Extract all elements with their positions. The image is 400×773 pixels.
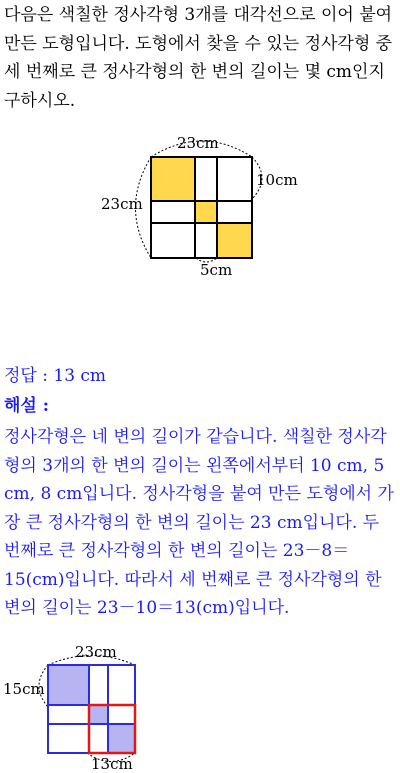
- label-right: 10cm: [256, 171, 298, 189]
- label2-bottom: 13cm: [91, 755, 133, 773]
- yellow-square-large: [151, 157, 195, 201]
- purple-square-medium: [108, 724, 135, 753]
- left-arc: [136, 157, 152, 258]
- label2-left: 15cm: [3, 680, 45, 698]
- question-text: 다음은 색칠한 정사각형 3개를 대각선으로 이어 붙여 만든 도형입니다. 도형에서 찾을 수 있는 정사각형 중 세 번째로 큰 정사각형의 한 변의 길이는 몇 cm인지 구하시오.: [4, 5, 393, 111]
- yellow-square-medium: [217, 223, 252, 258]
- yellow-square-small: [195, 201, 217, 223]
- top-arc: [151, 141, 252, 157]
- label-bottom: 5cm: [200, 261, 233, 279]
- solution-label: 해설 :: [4, 396, 50, 416]
- outer-square-blue: [48, 665, 135, 753]
- solution-text: 정사각형은 네 변의 길이가 같습니다. 색칠한 정사각형의 3개의 한 변의 길이는 왼쪽에서부터 10 cm, 5 cm, 8 cm입니다. 정사각형을 붙여 만든 도형에서 가장 큰 정사각형의 한 변의 길이는 23 cm입니다. 두 번째로 큰 정사각형의 한 변의 길이는 23－8＝15(cm)입니다. 따라서 세 번째로 큰 정사각형의 한 변의 길이는 23－10＝13(cm)입니다.: [4, 427, 394, 618]
- purple-square-large: [48, 665, 89, 705]
- label-left: 23cm: [101, 195, 143, 213]
- label-top: 23cm: [177, 134, 219, 152]
- purple-square-small: [89, 705, 108, 724]
- label2-top: 23cm: [75, 643, 117, 661]
- right-arc: [252, 157, 262, 199]
- bottom-arc: [196, 258, 217, 262]
- outer-square: [151, 157, 252, 258]
- answer-text: 정답 : 13 cm: [4, 366, 107, 386]
- third-largest-square-red: [89, 705, 135, 753]
